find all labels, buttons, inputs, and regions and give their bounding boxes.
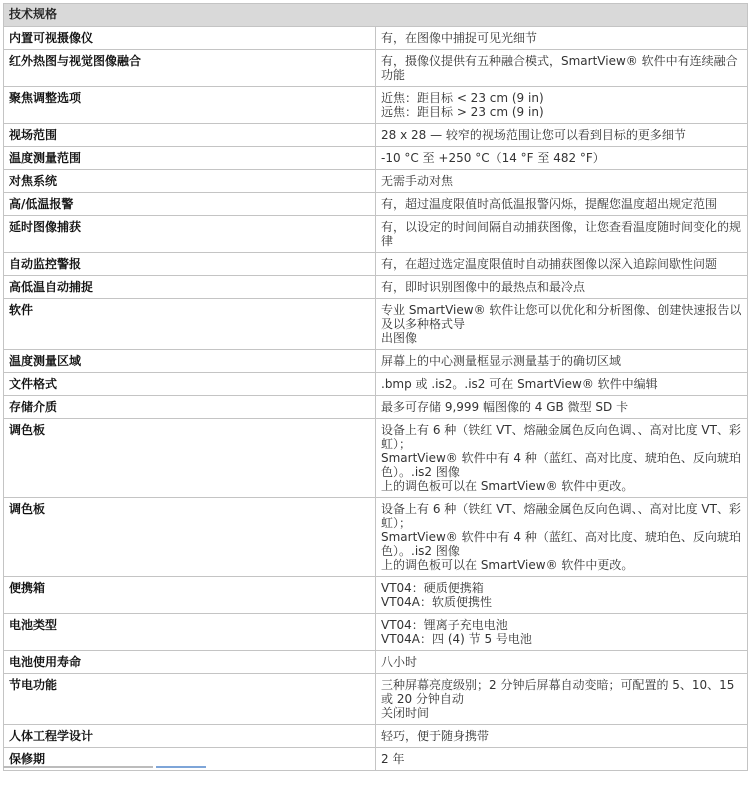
spec-row	[4, 577, 748, 614]
spec-value	[376, 651, 748, 674]
spec-value-line: 上的调色板可以在 SmartView® 软件中更改。	[381, 558, 634, 572]
spec-value-line: VT04A：软质便携性	[381, 595, 493, 609]
spec-value-line: 有，超过温度限值时高低温报警闪烁，提醒您温度超出规定范围	[381, 197, 718, 211]
spec-table	[3, 3, 748, 771]
spec-label: 延时图像捕获	[4, 216, 376, 253]
spec-row	[4, 170, 748, 193]
spec-label: 便携箱	[4, 577, 376, 614]
spec-value	[376, 396, 748, 419]
spec-row	[4, 373, 748, 396]
spec-label: 聚焦调整选项	[4, 87, 376, 124]
spec-value	[376, 674, 748, 725]
spec-row	[4, 674, 748, 725]
spec-value	[376, 253, 748, 276]
spec-value-line: 有，在超过选定温度限值时自动捕获图像以深入追踪间歇性问题	[381, 257, 718, 271]
spec-label: 软件	[4, 299, 376, 350]
spec-label: 自动监控警报	[4, 253, 376, 276]
spec-value-line: SmartView® 软件中有 4 种（蓝红、高对比度、琥珀色、反向琥珀色）。.is2 图像	[381, 451, 741, 479]
spec-value-line: 无需手动对焦	[381, 174, 454, 188]
spec-table-header: 技术规格	[4, 4, 748, 27]
spec-label: 高低温自动捕捉	[4, 276, 376, 299]
spec-row	[4, 193, 748, 216]
spec-row	[4, 725, 748, 748]
spec-value-line: 最多可存储 9,999 幅图像的 4 GB 微型 SD 卡	[381, 400, 629, 414]
spec-value	[376, 147, 748, 170]
spec-label: 节电功能	[4, 674, 376, 725]
spec-value	[376, 170, 748, 193]
spec-value-line: 屏幕上的中心测量框显示测量基于的确切区域	[381, 354, 622, 368]
spec-label: 调色板	[4, 419, 376, 498]
spec-row	[4, 498, 748, 577]
spec-value	[376, 350, 748, 373]
spec-value	[376, 299, 748, 350]
spec-label: 存储介质	[4, 396, 376, 419]
spec-value-line: 有，即时识别图像中的最热点和最冷点	[381, 280, 586, 294]
spec-label: 对焦系统	[4, 170, 376, 193]
spec-value	[376, 276, 748, 299]
spec-label: 电池使用寿命	[4, 651, 376, 674]
spec-row	[4, 216, 748, 253]
spec-label: 保修期	[4, 748, 376, 771]
spec-value	[376, 498, 748, 577]
spec-row	[4, 253, 748, 276]
spec-value-line: 近焦：距目标 < 23 cm (9 in)	[381, 91, 544, 105]
spec-table-body	[4, 4, 748, 771]
spec-value-line: 设备上有 6 种（铁红 VT、熔融金属色反向色调、、高对比度 VT、彩虹）；	[381, 502, 741, 530]
spec-value-line: 八小时	[381, 655, 418, 669]
spec-label: 温度测量区域	[4, 350, 376, 373]
spec-value-line: 出图像	[381, 331, 418, 345]
spec-value-line: 三种屏幕亮度级别；2 分钟后屏幕自动变暗；可配置的 5、10、15 或 20 分钟自动	[381, 678, 735, 706]
spec-row	[4, 124, 748, 147]
spec-row	[4, 419, 748, 498]
cropped-footer-gray-text	[3, 766, 153, 768]
cropped-footer-text	[3, 765, 303, 773]
spec-value-line: 2 年	[381, 752, 405, 766]
spec-label: 内置可视摄像仪	[4, 27, 376, 50]
spec-label: 文件格式	[4, 373, 376, 396]
spec-label: 电池类型	[4, 614, 376, 651]
spec-row	[4, 147, 748, 170]
spec-value-line: 有，摄像仪提供有五种融合模式，SmartView® 软件中有连续融合功能	[381, 54, 738, 82]
spec-value	[376, 50, 748, 87]
spec-row	[4, 651, 748, 674]
spec-value	[376, 124, 748, 147]
spec-label: 人体工程学设计	[4, 725, 376, 748]
spec-row	[4, 396, 748, 419]
spec-value	[376, 87, 748, 124]
spec-value-line: -10 °C 至 +250 °C（14 °F 至 482 °F）	[381, 151, 605, 165]
spec-value	[376, 27, 748, 50]
spec-value	[376, 725, 748, 748]
spec-value-line: VT04：硬质便携箱	[381, 581, 484, 595]
spec-value	[376, 748, 748, 771]
spec-value-line: 专业 SmartView® 软件让您可以优化和分析图像、创建快速报告以及以多种格式导	[381, 303, 742, 331]
spec-label: 温度测量范围	[4, 147, 376, 170]
spec-value	[376, 216, 748, 253]
spec-row	[4, 350, 748, 373]
spec-row	[4, 614, 748, 651]
spec-value-line: 设备上有 6 种（铁红 VT、熔融金属色反向色调、、高对比度 VT、彩虹）；	[381, 423, 741, 451]
spec-value-line: 有，以设定的时间间隔自动捕获图像，让您查看温度随时间变化的规律	[381, 220, 742, 248]
spec-value-line: VT04：锂离子充电电池	[381, 618, 508, 632]
spec-value-line: .bmp 或 .is2。.is2 可在 SmartView® 软件中编辑	[381, 377, 658, 391]
spec-value-line: 上的调色板可以在 SmartView® 软件中更改。	[381, 479, 634, 493]
spec-value-line: 轻巧，便于随身携带	[381, 729, 490, 743]
spec-value-line: 关闭时间	[381, 706, 430, 720]
spec-label: 红外热图与视觉图像融合	[4, 50, 376, 87]
spec-row	[4, 276, 748, 299]
spec-value-line: 远焦：距目标 > 23 cm (9 in)	[381, 105, 544, 119]
spec-value-line: VT04A：四 (4) 节 5 号电池	[381, 632, 532, 646]
cropped-footer-link[interactable]	[156, 766, 206, 768]
spec-row	[4, 50, 748, 87]
spec-value-line: SmartView® 软件中有 4 种（蓝红、高对比度、琥珀色、反向琥珀色）。.is2 图像	[381, 530, 741, 558]
spec-value-line: 有，在图像中捕捉可见光细节	[381, 31, 538, 45]
spec-row	[4, 87, 748, 124]
spec-row	[4, 27, 748, 50]
spec-label: 高/低温报警	[4, 193, 376, 216]
spec-row	[4, 299, 748, 350]
spec-value	[376, 614, 748, 651]
spec-label: 视场范围	[4, 124, 376, 147]
spec-value	[376, 373, 748, 396]
spec-value-line: 28 x 28 — 较窄的视场范围让您可以看到目标的更多细节	[381, 128, 686, 142]
spec-value	[376, 193, 748, 216]
spec-value	[376, 419, 748, 498]
spec-header-row	[4, 4, 748, 27]
spec-value	[376, 577, 748, 614]
spec-label: 调色板	[4, 498, 376, 577]
